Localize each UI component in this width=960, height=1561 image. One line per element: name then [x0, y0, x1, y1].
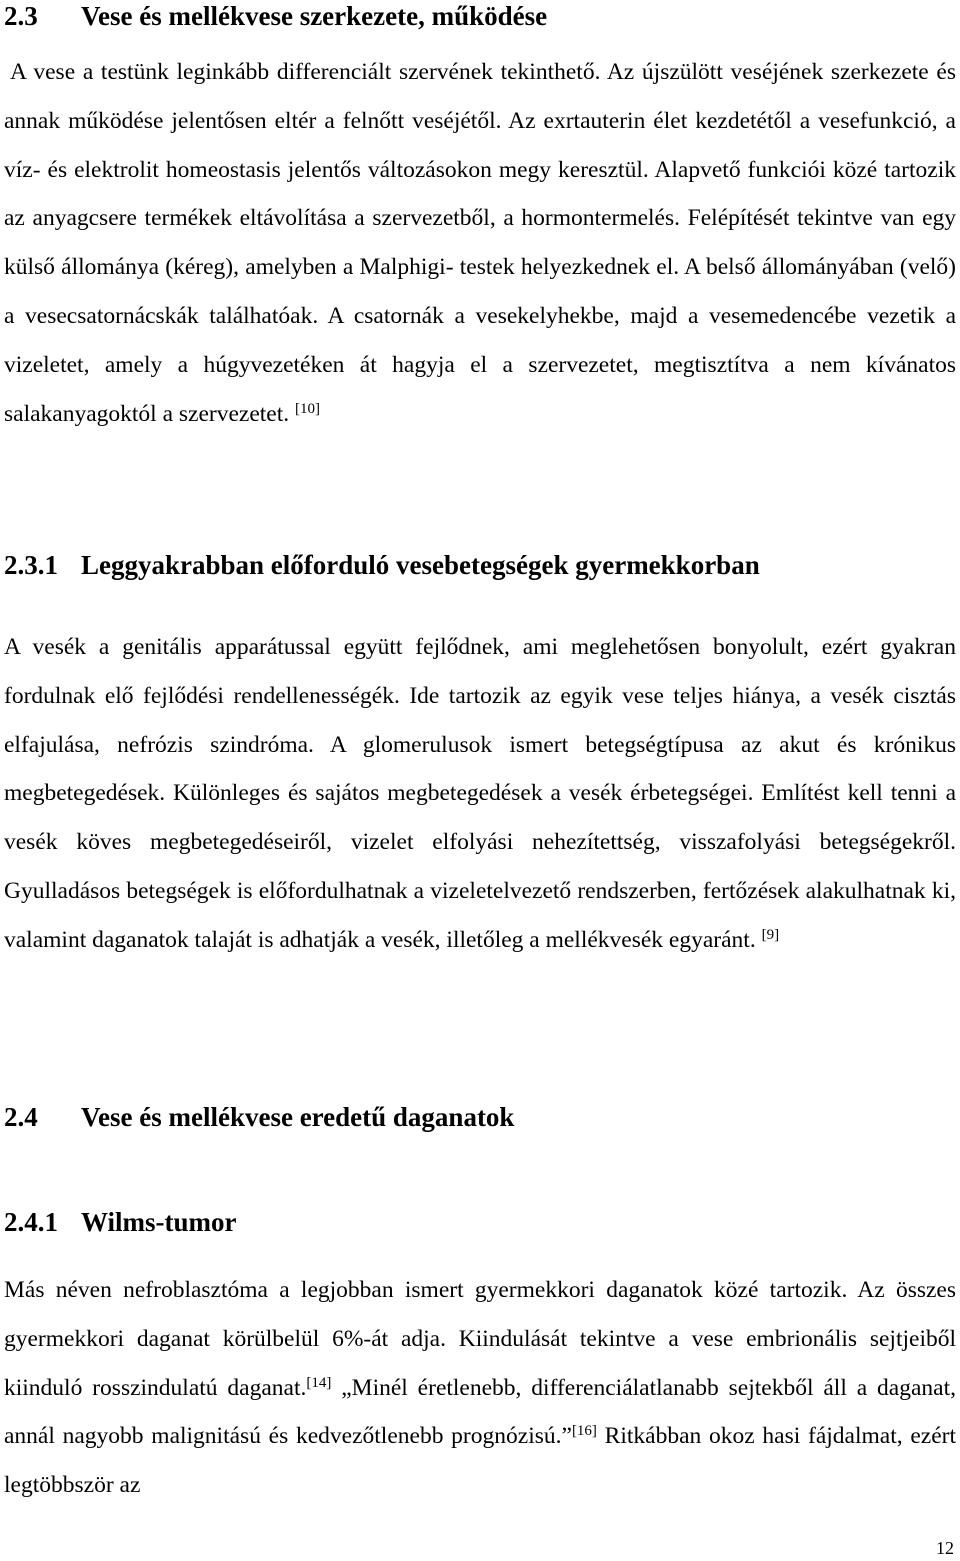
section-title: Wilms-tumor — [81, 1207, 237, 1237]
section-number: 2.4 — [4, 1102, 38, 1132]
section-2-3-heading — [4, 0, 547, 32]
section-2-3-1-paragraph — [4, 623, 956, 965]
section-number: 2.3.1 — [4, 550, 58, 580]
reference-marker: [16] — [571, 1423, 597, 1440]
section-2-4-1-paragraph — [4, 1266, 956, 1510]
section-2-4-1-heading — [4, 1206, 237, 1238]
section-title: Vese és mellékvese eredetű daganatok — [81, 1102, 515, 1132]
section-title: Vese és mellékvese szerkezete, működése — [81, 1, 548, 31]
paragraph-text: Ritkábban okoz hasi fájdalmat, ezért legtöbbször az — [4, 1423, 956, 1499]
page-number: 12 — [936, 1538, 954, 1558]
reference-marker: [10] — [295, 400, 320, 417]
section-number: 2.4.1 — [4, 1207, 58, 1237]
section-title: Leggyakrabban előforduló vesebetegségek gyermekkorban — [81, 550, 760, 580]
paragraph-text: Más néven nefroblasztóma a legjobban ismert gyermekkori daganatok közé tartozik. Az összes gyermekkori daganat körülbelül 6%-át adja. Kiindulását tekintve a vese embrionális sejtjeiből kiinduló rosszindulatú daganat. — [4, 1277, 956, 1401]
paragraph-text: A vesék a genitális apparátussal együtt fejlődnek, ami meglehetősen bonyolult, ezért gyakran fordulnak elő fejlődési rendellenességék. Ide tartozik az egyik vese teljes hiánya, a vesék cisztás elfajulása, nefrózis szindróma. A glomerulusok ismert betegségtípusa az akut és krónikus megbetegedések. Különleges és sajátos megbetegedések a vesék érbetegségei. Említést kell tenni a vesék köves megbetegedéseiről, vizelet elfolyási nehezítettség, visszafolyási betegségekről. Gyulladásos betegségek is előfordulhatnak a vizeletelvezető rendszerben, fertőzések alakulhatnak ki, valamint daganatok talaját is adhatják a vesék, illetőleg a mellékvesék egyaránt. — [4, 634, 956, 953]
paragraph-text: „Minél éretlenebb, differenciálatlanabb sejtekből áll a daganat, annál nagyobb malignitású és kedvezőtlenebb prognózisú.” — [4, 1374, 956, 1450]
section-number: 2.3 — [4, 1, 38, 31]
section-2-4-heading — [4, 1101, 514, 1133]
reference-marker: [14] — [306, 1374, 332, 1391]
paragraph-text: A vese a testünk leginkább differenciált szervének tekinthető. Az újszülött veséjének szerkezete és annak működése jelentősen eltér a felnőtt veséjétől. Az exrtauterin élet kezdetétől a vesefunkció, a víz- és elektrolit homeostasis jelentős változásokon megy keresztül. Alapvető funkciói közé tartozik az anyagcsere termékek eltávolítása a szervezetből, a hormontermelés. Felépítését tekintve van egy külső állománya (kéreg), amelyben a Malphigi- testek helyezkednek el. A belső állományában (velő) a vesecsatornácskák találhatóak. A csatornák a vesekelyhekbe, majd a vesemedencébe vezetik a vizeletet, amely a húgyvezetéken át hagyja el a szervezetet, megtisztítva a nem kívánatos salakanyagoktól a szervezetet. — [4, 59, 956, 427]
reference-marker: [9] — [761, 926, 780, 943]
section-2-3-paragraph — [4, 48, 956, 438]
section-2-3-1-heading — [4, 549, 760, 581]
